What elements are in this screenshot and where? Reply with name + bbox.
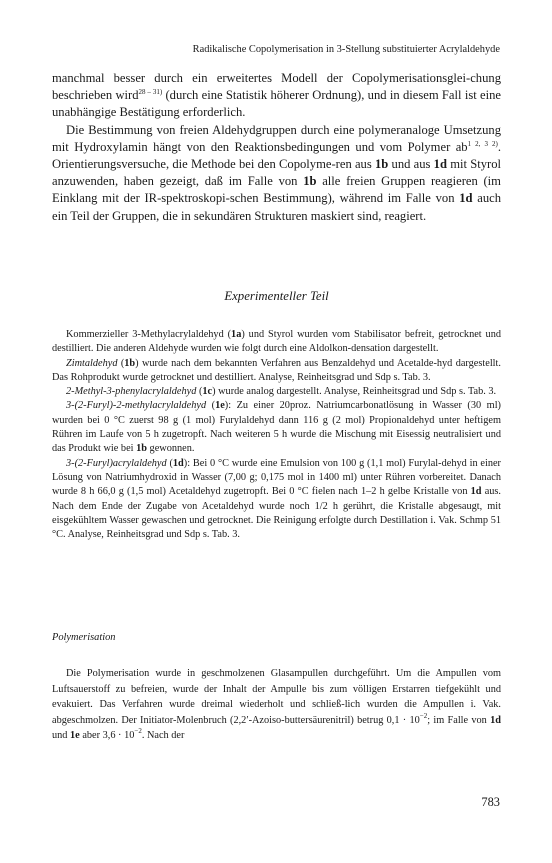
text-run: Die Polymerisation wurde in geschmolzenen Glasampullen durchgeführt. Um die Ampullen vom Luftsauerstoff zu befreien, wurde der Inhalt der Ampulle bis zum völligen Erstarren tiefgekühlt und evakuiert. Das Verfahren wurde dreimal wiederholt und schließ-lich wurden die Ampullen i. Vak. abgeschmolzen. Der Initiator-Molenbruch (2,2′-Azoiso-buttersäurenitril) betrug 0,1 · 10	[52, 668, 501, 726]
text-run: mit Styrol anzuwenden, haben gezeigt, daß im Falle von	[52, 157, 501, 189]
exp-paragraph-5	[52, 457, 501, 543]
text-run: (	[196, 386, 203, 398]
intro-paragraph-2	[52, 122, 501, 225]
text-run: gewonnen.	[146, 443, 195, 455]
text-run: manchmal besser durch ein erweitertes Modell der Copolymerisationsglei-chung beschrieben wird	[52, 71, 501, 103]
text-run: aus. Nach dem Ende der Zugabe von Acetaldehyd wurde noch 1/2 h gerührt, die Kristalle abgesaugt, mit eisgekühltem Wasser gewaschen und getrocknet. Die Reinigung erfolgte durch Destillation i. Vak. Schmp 51 °C. Analyse, Reinheitsgrad und Sdp s. Tab. 3.	[52, 486, 502, 541]
exp-paragraph-1	[52, 328, 501, 357]
intro-paragraph-1	[52, 70, 501, 122]
compound-name: 3-(2-Furyl)-2-methylacrylaldehyd	[66, 400, 207, 412]
citation-ref: 28 – 31)	[138, 88, 163, 97]
exp-paragraph-3	[52, 385, 501, 399]
section-heading-polymerisation: Polymerisation	[52, 632, 116, 643]
compound-label: 1e	[215, 400, 225, 412]
poly-paragraph-1	[52, 666, 501, 744]
compound-label: 1c	[202, 386, 213, 398]
text-run: Die Bestimmung von freien Aldehydgruppen durch eine polymeranaloge Umsetzung mit Hydroxylamin hängt von den Reaktionsbedingungen und vom Polymer ab	[52, 122, 501, 154]
text-run: ) wurde analog dargestellt. Analyse, Reinheitsgrad und Sdp s. Tab. 3.	[212, 386, 497, 398]
compound-label: 1b	[136, 443, 147, 455]
compound-label: 1d	[172, 457, 184, 469]
text-run: . Orientierungsversuche, die Methode bei den Copolyme-ren aus	[52, 139, 501, 172]
text-run: ): Zu einer 20proz. Natriumcarbonatlösung in Wasser (30 ml) wurden bei 0 °C zuerst 98 g (1 mol) Furylaldehyd dann 116 g (2 mol) Propionaldehyd unter heftigem Rühren im Laufe von 5 h zugetropft. Nach weiteren 5 h wurde die Mischung mit Eisessig neutralisiert und das Produkt wie bei	[52, 400, 501, 455]
compound-name: 2-Methyl-3-phenylacrylaldehyd	[66, 386, 197, 398]
compound-label: 1a	[231, 329, 242, 340]
text-run: und	[52, 730, 71, 742]
exponent: −2	[134, 727, 142, 736]
exponent: −2	[419, 711, 428, 720]
text-run: (	[206, 400, 216, 412]
text-run: (durch eine Statistik höherer Ordnung), und in diesem Fall ist eine unabhängige Bestätigung erforderlich.	[52, 88, 501, 120]
section-heading-experimental: Experimenteller Teil	[224, 289, 329, 303]
compound-label: 1d	[490, 714, 501, 726]
compound-label: 1b	[303, 174, 317, 189]
compound-name: Zimtaldehyd	[66, 357, 118, 369]
exp-paragraph-2	[52, 357, 501, 386]
text-run: und aus	[388, 157, 434, 172]
text-run: . Nach der	[141, 730, 185, 742]
text-run: (	[117, 357, 125, 369]
text-run: ) und Styrol wurden vom Stabilisator befreit, getrocknet und destilliert. Die anderen Aldehyde wurden wie folgt durch eine Aldolkon-densation dargestellt.	[52, 329, 501, 355]
text-run: aber 3,6 · 10	[79, 730, 135, 742]
text-run: ): Bei 0 °C wurde eine Emulsion von 100 g (1,1 mol) Furylal-dehyd in einer Lösung von Natriumhydroxid in Wasser (7,00 g; 0,175 mol in 1400 ml) unter Rühren vorbereitet. Danach wurde 8 h 66,0 g (1,5 mol) Acetaldehyd zugetropft. Bei 0 °C fielen nach 1–2 h gelbe Kristalle von	[52, 457, 501, 498]
experimental-text	[52, 328, 501, 542]
text-run: (	[166, 457, 173, 469]
text-run: auch ein Teil der Gruppen, die in sekundären Strukturen maskiert sind, reagiert.	[52, 191, 501, 223]
compound-label: 1d	[433, 157, 447, 172]
page-number: 783	[481, 795, 500, 809]
compound-label: 1b	[124, 357, 136, 369]
compound-label: 1e	[70, 730, 80, 742]
intro-text	[52, 70, 501, 225]
compound-label: 1b	[374, 157, 389, 172]
polymerisation-text	[52, 666, 501, 744]
citation-ref: 1 2, 3 2)	[467, 139, 498, 148]
exp-paragraph-4	[52, 399, 501, 456]
running-title: Radikalische Copolymerisation in 3-Stellung substituierter Acrylaldehyde	[192, 44, 500, 55]
text-run: ) wurde nach dem bekannten Verfahren aus Benzaldehyd und Acetalde-hyd dargestellt. Das Rohprodukt wurde getrocknet und destilliert. Analyse, Reinheitsgrad und Sdp s. Tab. 3.	[52, 357, 501, 383]
compound-label: 1d	[459, 191, 473, 206]
text-run: Kommerzieller 3-Methylacrylaldehyd (	[66, 329, 232, 340]
text-run: ; im Falle von	[427, 714, 491, 726]
compound-label: 1d	[470, 486, 482, 498]
text-run: alle freien Gruppen reagieren (im Einklang mit der IR-spektroskopi-schen Bestimmung), während im Falle von	[52, 174, 501, 206]
compound-name: 3-(2-Furyl)acrylaldehyd	[66, 457, 167, 469]
